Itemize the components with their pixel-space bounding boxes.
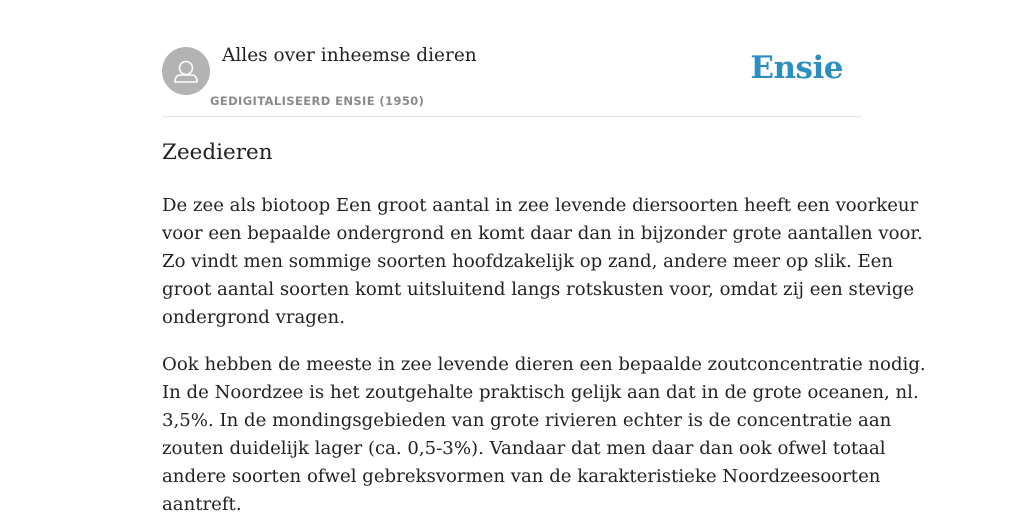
paragraph-line: andere soorten ofwel gebreksvormen van de karakteristieke Noordzeesoorten bbox=[162, 466, 881, 487]
source-title[interactable]: Alles over inheemse dieren bbox=[222, 45, 477, 66]
source-header bbox=[162, 0, 862, 117]
paragraph-line: Ook hebben de meeste in zee levende dieren een bepaalde zoutconcentratie nodig. bbox=[162, 354, 926, 375]
paragraph-line: 3,5%. In de mondingsgebieden van grote rivieren echter is de concentratie aan bbox=[162, 410, 892, 431]
user-icon[interactable] bbox=[162, 47, 210, 95]
paragraph-line: zouten duidelijk lager (ca. 0,5-3%). Vandaar dat men daar dan ook ofwel totaal bbox=[162, 438, 886, 459]
paragraph-line: voor een bepaalde ondergrond en komt daar dan in bijzonder grote aantallen voor. bbox=[162, 223, 923, 244]
article-title: Zeedieren bbox=[162, 140, 273, 165]
paragraph-line: ondergrond vragen. bbox=[162, 307, 345, 328]
paragraph bbox=[162, 192, 923, 332]
paragraph-line: De zee als biotoop Een groot aantal in zee levende diersoorten heeft een voorkeur bbox=[162, 195, 919, 216]
paragraph-line: aantreft. bbox=[162, 494, 242, 512]
paragraph-line: Zo vindt men sommige soorten hoofdzakelijk op zand, andere meer op slik. Een bbox=[162, 251, 894, 272]
paragraph-line: groot aantal soorten komt uitsluitend langs rotskusten voor, omdat zij een stevige bbox=[162, 279, 915, 300]
article-body bbox=[162, 192, 926, 512]
source-subtitle[interactable]: GEDIGITALISEERD ENSIE (1950) bbox=[210, 94, 425, 108]
paragraph-line: In de Noordzee is het zoutgehalte praktisch gelijk aan dat in de grote oceanen, nl. bbox=[162, 382, 919, 403]
brand-logo[interactable]: Ensie bbox=[750, 50, 843, 86]
paragraph bbox=[162, 351, 926, 512]
